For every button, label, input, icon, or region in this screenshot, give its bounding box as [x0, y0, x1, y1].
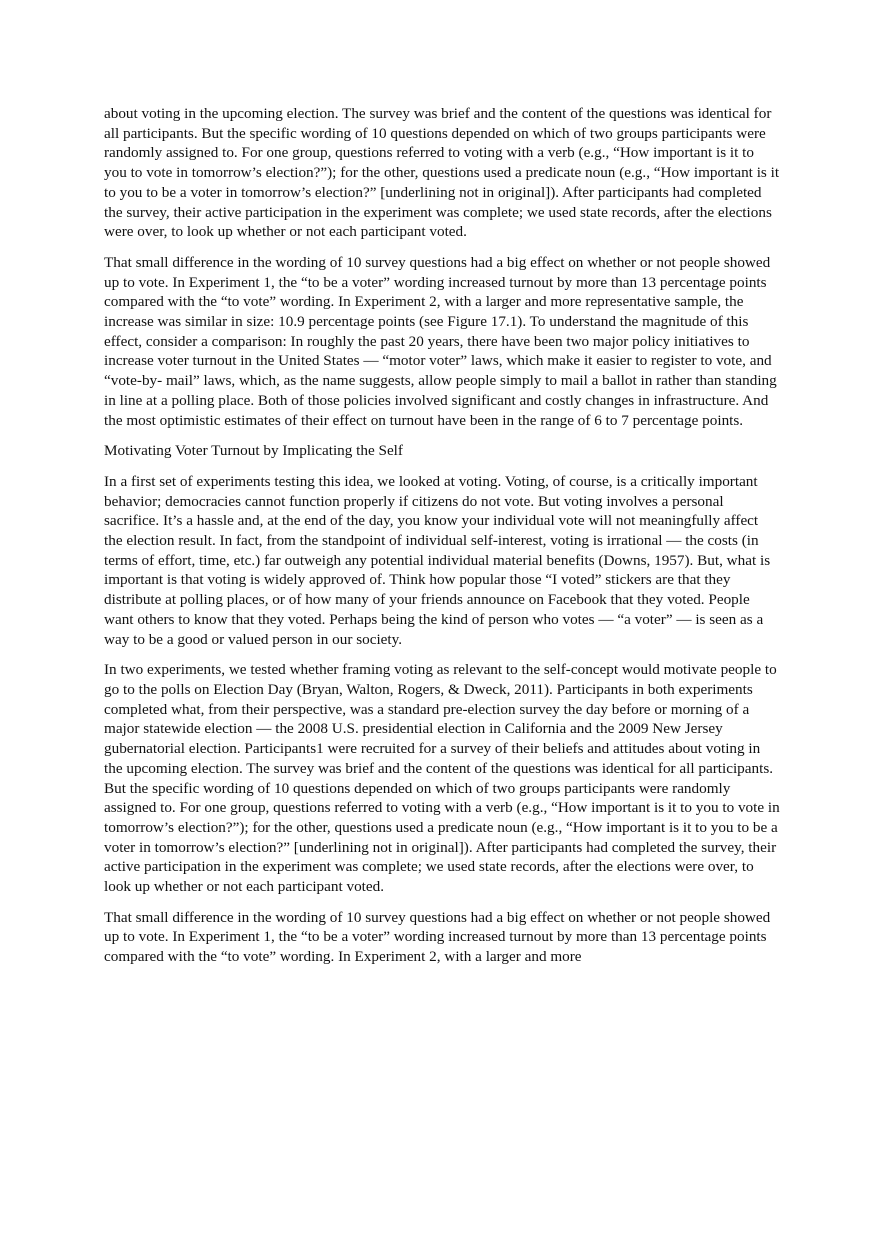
paragraph-survey-wording: about voting in the upcoming election. The survey was brief and the content of the questions was identical for all participants. But the specific wording of 10 questions depended on which of two groups participants were randomly assigned to. For one group, questions referred to voting with a verb (e.g., “How important is it to you to vote in tomorrow’s election?”); for the other, questions used a predicate noun (e.g., “How important is it to you to be a voter in tomorrow’s election?” [underlining not in original]). After participants had completed the survey, their active participation in the experiment was complete; we used state records, after the elections were over, to look up whether or not each participant voted.	[104, 105, 780, 241]
paragraph-two-experiments: In two experiments, we tested whether framing voting as relevant to the self-concept would motivate people to go to the polls on Election Day (Bryan, Walton, Rogers, & Dweck, 2011). Participants in both experiments completed what, from their perspective, was a standard pre-election survey the day before or morning of a major statewide election — the 2008 U.S. presidential election in California and the 2009 New Jersey gubernatorial election. Participants1 were recruited for a survey of their beliefs and attitudes about voting in the upcoming election. The survey was brief and the content of the questions was identical for all participants. But the specific wording of 10 questions depended on which of two groups participants were randomly assigned to. For one group, questions referred to voting with a verb (e.g., “How important is it to you to vote in tomorrow’s election?”); for the other, questions used a predicate noun (e.g., “How important is it to you to be a voter in tomorrow’s election?” [underlining not in original]). After participants had completed the survey, their active participation in the experiment was complete; we used state records, after the elections were over, to look up whether or not each participant voted.	[104, 661, 780, 896]
paragraph-turnout-effect: That small difference in the wording of 10 survey questions had a big effect on whether or not people showed up to vote. In Experiment 1, the “to be a voter” wording increased turnout by more than 13 percentage points compared with the “to vote” wording. In Experiment 2, with a larger and more representative sample, the increase was similar in size: 10.9 percentage points (see Figure 17.1). To understand the magnitude of this effect, consider a comparison: In roughly the past 20 years, there have been two major policy initiatives to increase voter turnout in the United States — “motor voter” laws, which make it easier to register to vote, and “vote-by- mail” laws, which, as the name suggests, allow people simply to mail a ballot in rather than standing in line at a polling place. Both of those policies involved significant and costly changes in infrastructure. And the most optimistic estimates of their effect on turnout have been in the range of 6 to 7 percentage points.	[104, 253, 777, 429]
section-heading: Motivating Voter Turnout by Implicating the Self	[104, 442, 403, 460]
paragraph-voting-intro: In a first set of experiments testing this idea, we looked at voting. Voting, of course, is a critically important behavior; democracies cannot function properly if citizens do not vote. But voting involves a personal sacrifice. It’s a hassle and, at the end of the day, you know your individual vote will not meaningfully affect the election result. In fact, from the standpoint of individual self-interest, voting is irrational — the costs (in terms of effort, time, etc.) far outweigh any potential individual material benefits (Downs, 1957). But, what is important is that voting is widely approved of. Think how popular those “I voted” stickers are that they distribute at polling places, or of how many of your friends announce on Facebook that they voted. People want others to know that they voted. Perhaps being the kind of person who votes — “a voter” — is seen as a way to be a good or valued person in our society.	[104, 472, 771, 648]
document-page	[104, 104, 780, 978]
paragraph-turnout-effect-repeat: That small difference in the wording of 10 survey questions had a big effect on whether or not people showed up to vote. In Experiment 1, the “to be a voter” wording increased turnout by more than 13 percentage points compared with the “to vote” wording. In Experiment 2, with a larger and more	[104, 908, 771, 966]
